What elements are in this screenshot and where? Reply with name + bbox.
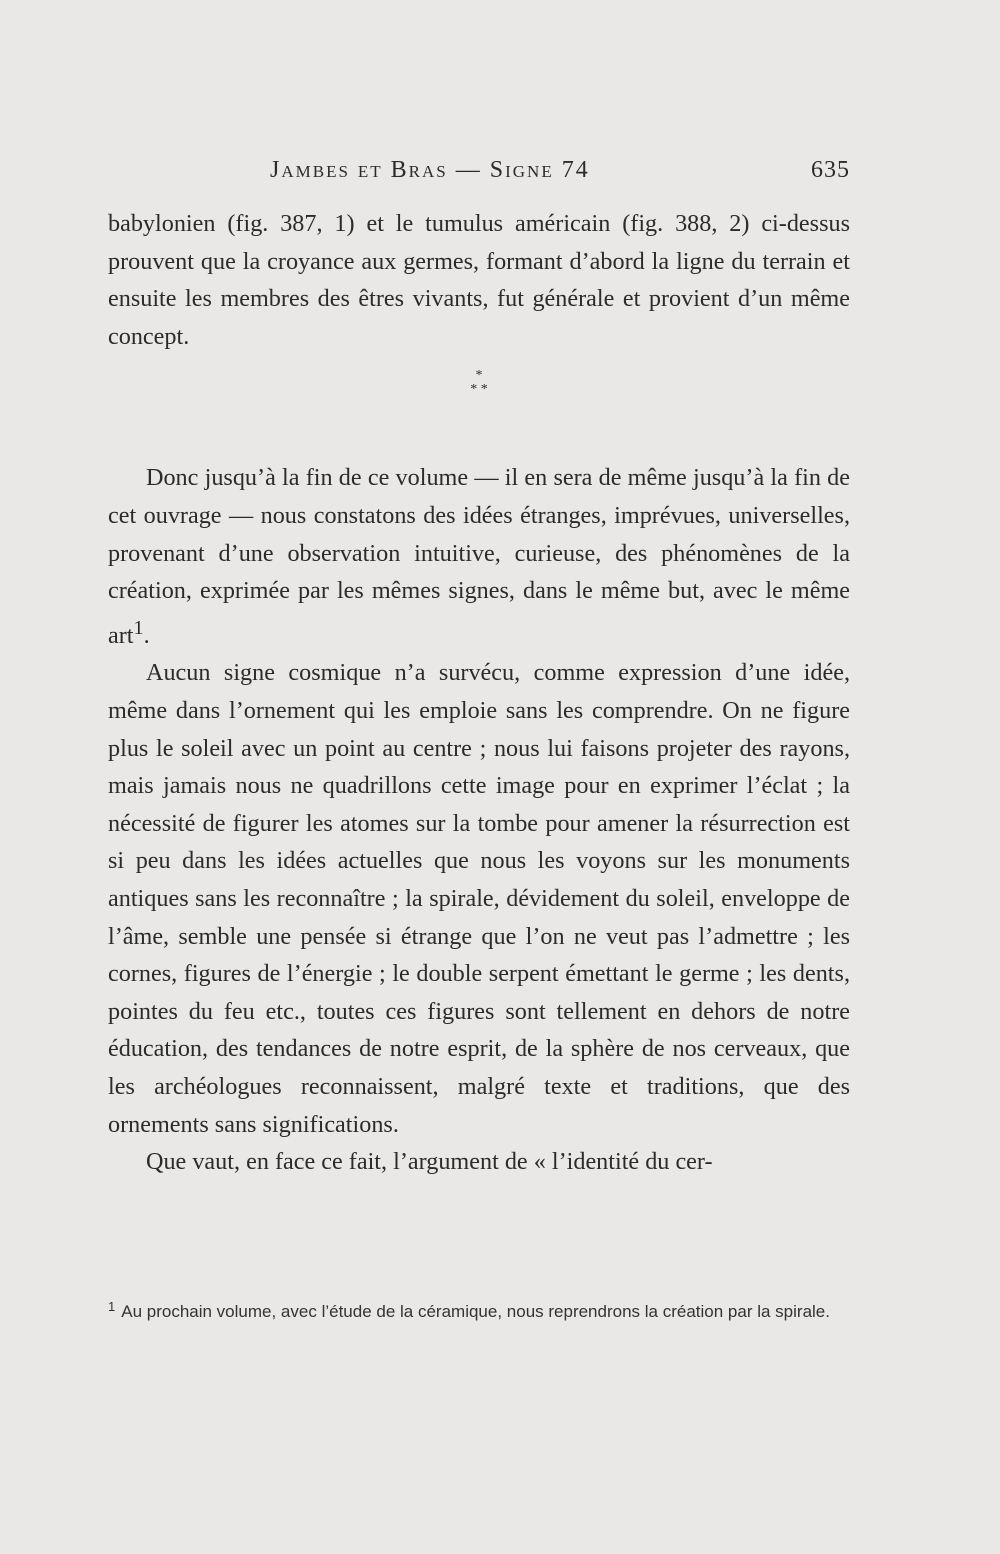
main-text <box>108 205 850 1181</box>
asterism-divider <box>108 369 850 427</box>
footnote-mark: 1 <box>108 1299 116 1314</box>
paragraph-2 <box>108 459 850 654</box>
paragraph-2-text: Donc jusqu’à la fin de ce volume — il en sera de même jusqu’à la fin de cet ouvrage — nous constatons des idées étranges, imprévues, universelles, provenant d’une observation intuitive, curieuse, des phénomènes de la création, exprimée par les mêmes signes, dans le même but, avec le même art <box>108 464 850 649</box>
paragraph-2-end: . <box>143 621 150 649</box>
asterism-bottom: * * <box>470 382 488 398</box>
paragraph-4: Que vaut, en face ce fait, l’argument de « l’identité du cer- <box>146 1148 713 1176</box>
page-header <box>108 157 850 193</box>
paragraph-3: Aucun signe cosmique n’a survécu, comme expression d’une idée, même dans l’ornement qui les emploie sans les comprendre. On ne figure plus le soleil avec un point au centre ; nous lui faisons projeter des rayons, mais jamais nous ne quadrillons cette image pour en exprimer l’éclat ; la nécessité de figurer les atomes sur la tombe pour amener la résurrection est si peu dans les idées actuelles que nous les voyons sur les monuments antiques sans les reconnaître ; la spirale, dévidement du soleil, enveloppe de l’âme, semble une pensée si étrange que l’on ne veut pas l’admettre ; les cornes, figures de l’énergie ; le double serpent émettant le germe ; les dents, pointes du feu etc., toutes ces figures sont tellement en dehors de notre éducation, des tendances de notre esprit, de la sphère de nos cerveaux, que les archéologues reconnaissent, malgré texte et traditions, que des ornements sans significations. <box>108 659 850 1138</box>
page-number: 635 <box>811 157 850 183</box>
asterism-top: * <box>475 368 483 384</box>
footnote-text: Au prochain volume, avec l’étude de la céramique, nous reprendrons la création par la spirale. <box>121 1302 830 1321</box>
paragraph-1: babylonien (fig. 387, 1) et le tumulus américain (fig. 388, 2) ci-dessus prouvent que la croyance aux germes, formant d’abord la ligne du terrain et ensuite les membres des êtres vivants, fut générale et provient d’un même concept. <box>108 210 850 350</box>
running-title: Jambes et Bras — Signe 74 <box>270 157 590 183</box>
footnote-reference: 1 <box>133 616 144 639</box>
footnote <box>108 1293 838 1326</box>
